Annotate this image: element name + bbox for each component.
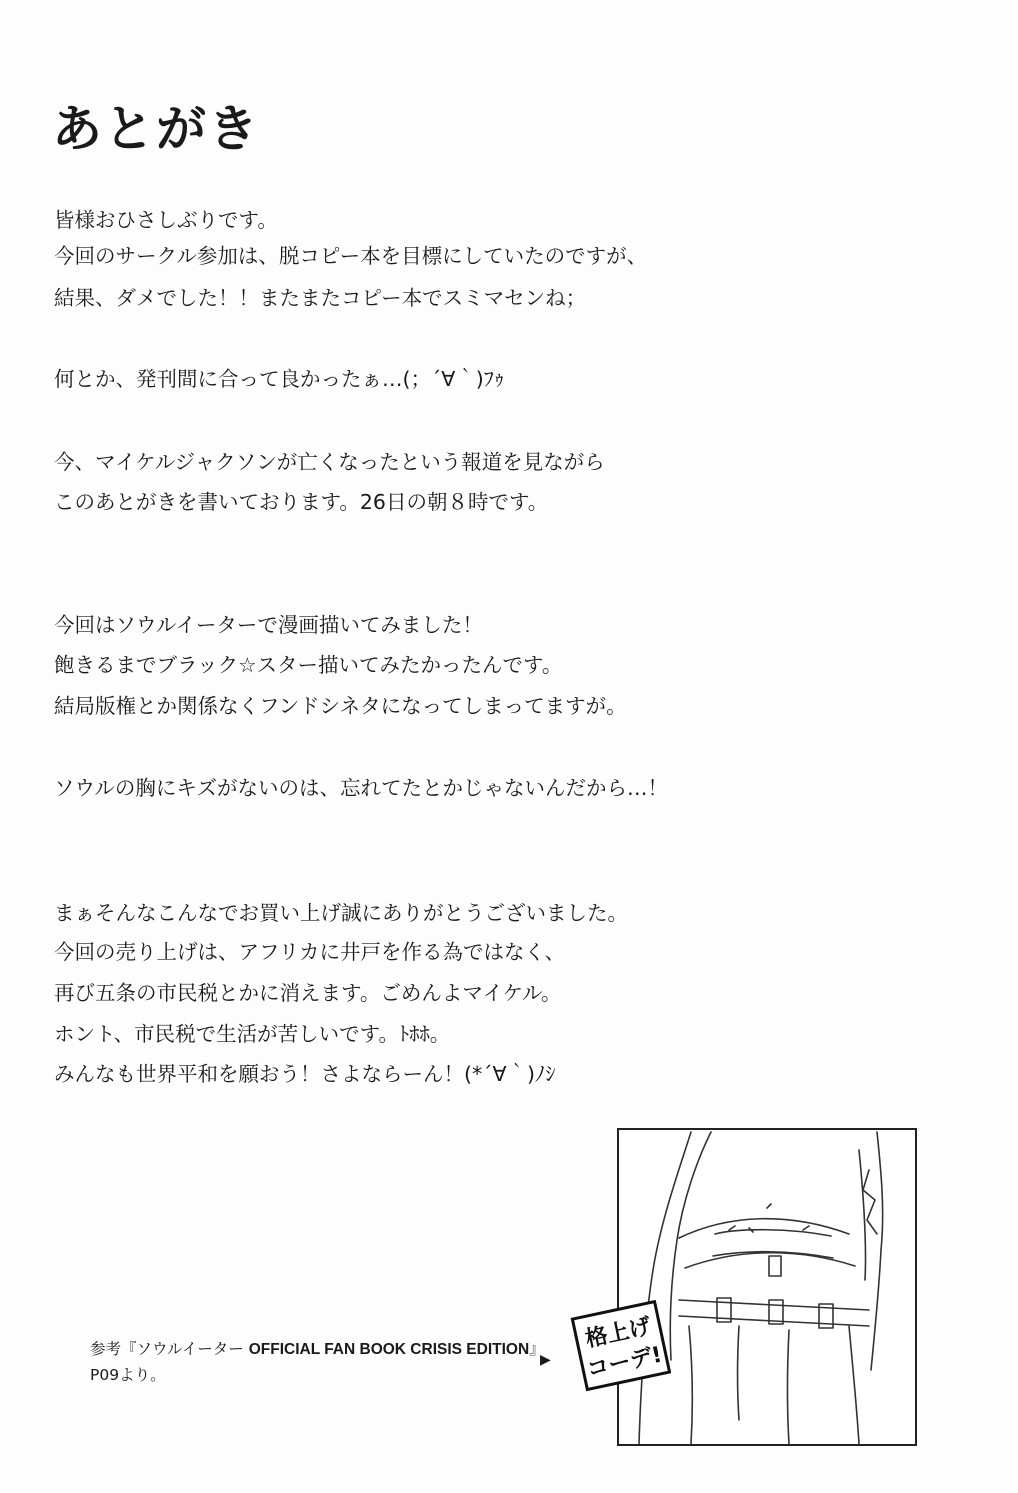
- text-line: まぁそんなこんなでお買い上げ誠にありがとうございました。: [54, 901, 628, 925]
- text-line: 今回はソウルイーターで漫画描いてみました！: [54, 613, 483, 637]
- text-line: 飽きるまでブラック☆スター描いてみたかったんです。: [54, 653, 563, 677]
- reference-illustration: [617, 1128, 917, 1446]
- reference-suffix: 』: [529, 1340, 545, 1358]
- page-title: あとがき: [52, 100, 260, 158]
- reference-citation: [90, 1342, 545, 1358]
- reference-book-title: OFFICIAL FAN BOOK CRISIS EDITION: [248, 1341, 530, 1358]
- stamp-line-2: コーデ!: [584, 1342, 665, 1383]
- text-line: 皆様おひさしぶりです。: [54, 208, 278, 232]
- reference-prefix: 参考『ソウルイーター: [90, 1340, 249, 1358]
- text-line: 再び五条の市民税とかに消えます。ごめんよマイケル。: [54, 981, 562, 1005]
- text-line: 今、マイケルジャクソンが亡くなったという報道を見ながら: [54, 450, 605, 474]
- stamp-badge: [567, 1300, 671, 1392]
- text-line: みんなも世界平和を願おう！さよならーん！(*´∀｀)ﾉｼ: [54, 1062, 556, 1086]
- text-line: 今回のサークル参加は、脱コピー本を目標にしていたのですが、: [54, 244, 648, 268]
- text-line: 何とか、発刊間に合って良かったぁ…(；´∀｀)ﾌｩ: [54, 367, 505, 391]
- text-line: 今回の売り上げは、アフリカに井戸を作る為ではなく、: [54, 940, 566, 964]
- reference-page: P09より。: [90, 1366, 166, 1384]
- illustration-drawing: [619, 1130, 915, 1444]
- text-line: このあとがきを書いております。26日の朝８時です。: [54, 490, 549, 514]
- text-line: 結局版権とか関係なくフンドシネタになってしまってますが。: [54, 694, 627, 718]
- text-line: 結果、ダメでした！！またまたコピー本でスミマセンね；: [54, 286, 587, 310]
- stamp-line-1: 格上げ: [583, 1314, 654, 1353]
- text-line: ホント、市民税で生活が苦しいです。ﾄﾎﾎ。: [54, 1022, 451, 1046]
- text-line: ソウルの胸にキズがないのは、忘れてたとかじゃないんだから…！: [54, 776, 668, 800]
- pointer-arrow-icon: ▶: [540, 1352, 551, 1368]
